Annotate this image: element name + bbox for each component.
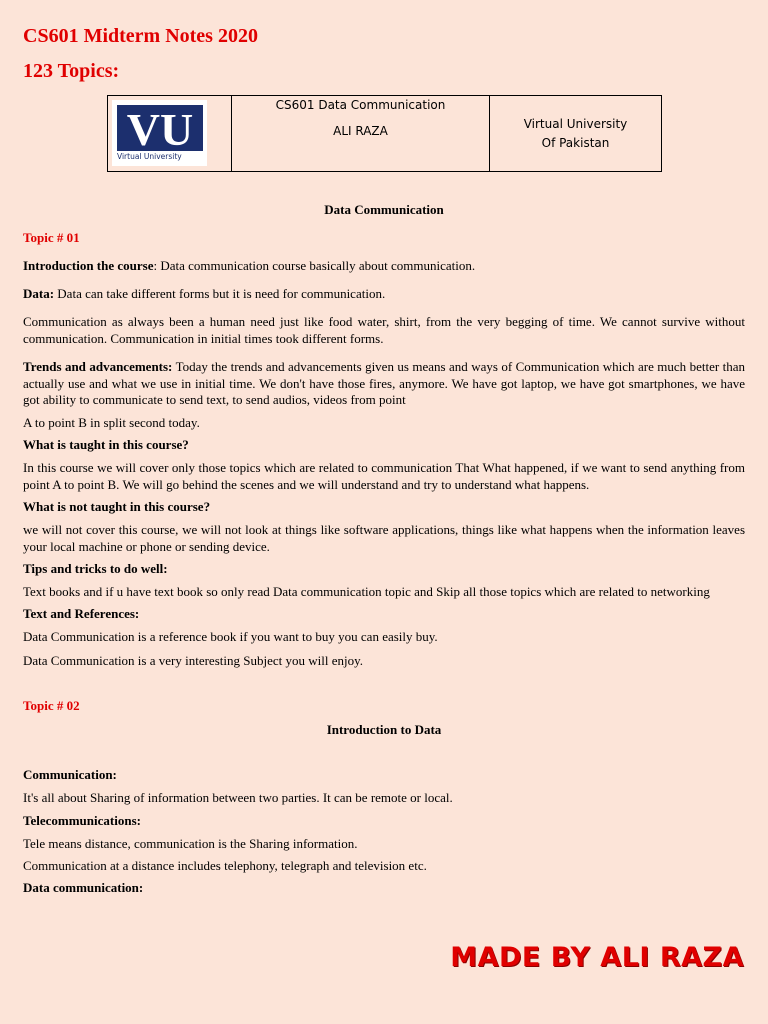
section-heading-data-communication: Data Communication [324, 202, 444, 217]
logo-letters: VU [126, 105, 194, 151]
course-name: CS601 Data Communication [275, 98, 446, 112]
topic-number-02: Topic # 02 [23, 698, 80, 713]
data-text: Data can take different forms but it is need for communication. [54, 286, 386, 301]
university-cell [490, 96, 661, 171]
telecommunications-line-2: Communication at a distance includes telephony, telegraph and television etc. [23, 858, 427, 873]
taught-paragraph: In this course we will cover only those topics which are related to communication That What happened, if we want to send anything from point A to point B. We will go behind the scenes and we will understand and try to understand what happens. [23, 460, 745, 492]
logo-caption: Virtual University [117, 152, 182, 161]
tips-heading: Tips and tricks to do well: [23, 561, 168, 576]
vu-logo-icon [117, 105, 203, 151]
communication-paragraph: Communication as always been a human need just like food water, shirt, from the very begging of time. We cannot survive without communication. Communication in initial times took different forms. [23, 314, 745, 346]
not-taught-heading: What is not taught in this course? [23, 499, 211, 514]
references-heading: Text and References: [23, 606, 140, 621]
course-cell [232, 96, 490, 171]
trends-text: Today the trends and advancements given us means and ways of Communication which are much better than actually use and what we use in initial time. We don't have those fires, anymore. We have got laptop, we have got smartphones, we have got ability to communicate to send text, to send audios, videos from point [23, 359, 745, 407]
intro-label: Introduction the course [23, 258, 154, 273]
not-taught-paragraph: we will not cover this course, we will not look at things like software applications, things like what happens when the information leaves your local machine or phone or sending device. [23, 522, 745, 554]
intro-paragraph [23, 258, 745, 275]
logo-cell [108, 96, 232, 171]
data-label: Data: [23, 286, 55, 301]
telecommunications-heading: Telecommunications: [23, 813, 141, 828]
trends-paragraph [23, 359, 745, 409]
intro-text: : Data communication course basically about communication. [153, 258, 476, 273]
topics-count: 123 Topics: [23, 60, 120, 82]
document-title: CS601 Midterm Notes 2020 [23, 25, 258, 47]
tips-paragraph: Text books and if u have text book so only read Data communication topic and Skip all those topics which are related to networking [23, 584, 710, 599]
vu-logo [112, 100, 207, 166]
topic-number-01: Topic # 01 [23, 230, 80, 245]
references-line-1: Data Communication is a reference book if you want to buy you can easily buy. [23, 629, 438, 644]
data-communication-heading: Data communication: [23, 880, 144, 895]
university-line-2: Of Pakistan [541, 135, 610, 150]
references-line-2: Data Communication is a very interesting Subject you will enjoy. [23, 653, 363, 668]
author-name: ALI RAZA [333, 124, 388, 138]
trends-label: Trends and advancements: [23, 359, 173, 374]
section-heading-introduction-to-data: Introduction to Data [326, 722, 442, 737]
trends-continuation: A to point B in split second today. [23, 415, 200, 430]
made-by-footer: MADE BY ALI RAZA [450, 942, 744, 973]
communication-definition: It's all about Sharing of information between two parties. It can be remote or local. [23, 790, 453, 805]
university-line-1: Virtual University [523, 116, 628, 131]
taught-heading: What is taught in this course? [23, 437, 189, 452]
header-table [107, 95, 662, 172]
communication-heading: Communication: [23, 767, 117, 782]
telecommunications-line-1: Tele means distance, communication is the Sharing information. [23, 836, 358, 851]
data-paragraph [23, 286, 745, 303]
